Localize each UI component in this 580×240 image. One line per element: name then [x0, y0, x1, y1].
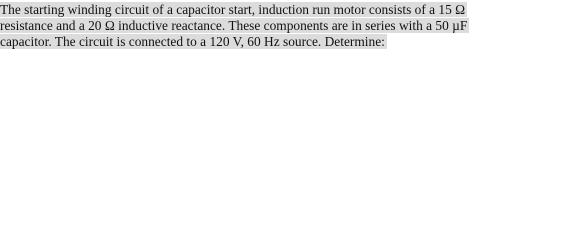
problem-line-2 [0, 18, 469, 34]
problem-line-1 [0, 2, 467, 18]
problem-line-3 [0, 34, 387, 50]
problem-line-2-text: resistance and a 20 Ω inductive reactance. These components are in series with a 50 µF [0, 18, 468, 33]
problem-line-3-text: capacitor. The circuit is connected to a 120 V, 60 Hz source. Determine: [0, 34, 385, 49]
problem-line-1-text: The starting winding circuit of a capacitor start, induction run motor consists of a 15 Ω [0, 2, 466, 17]
